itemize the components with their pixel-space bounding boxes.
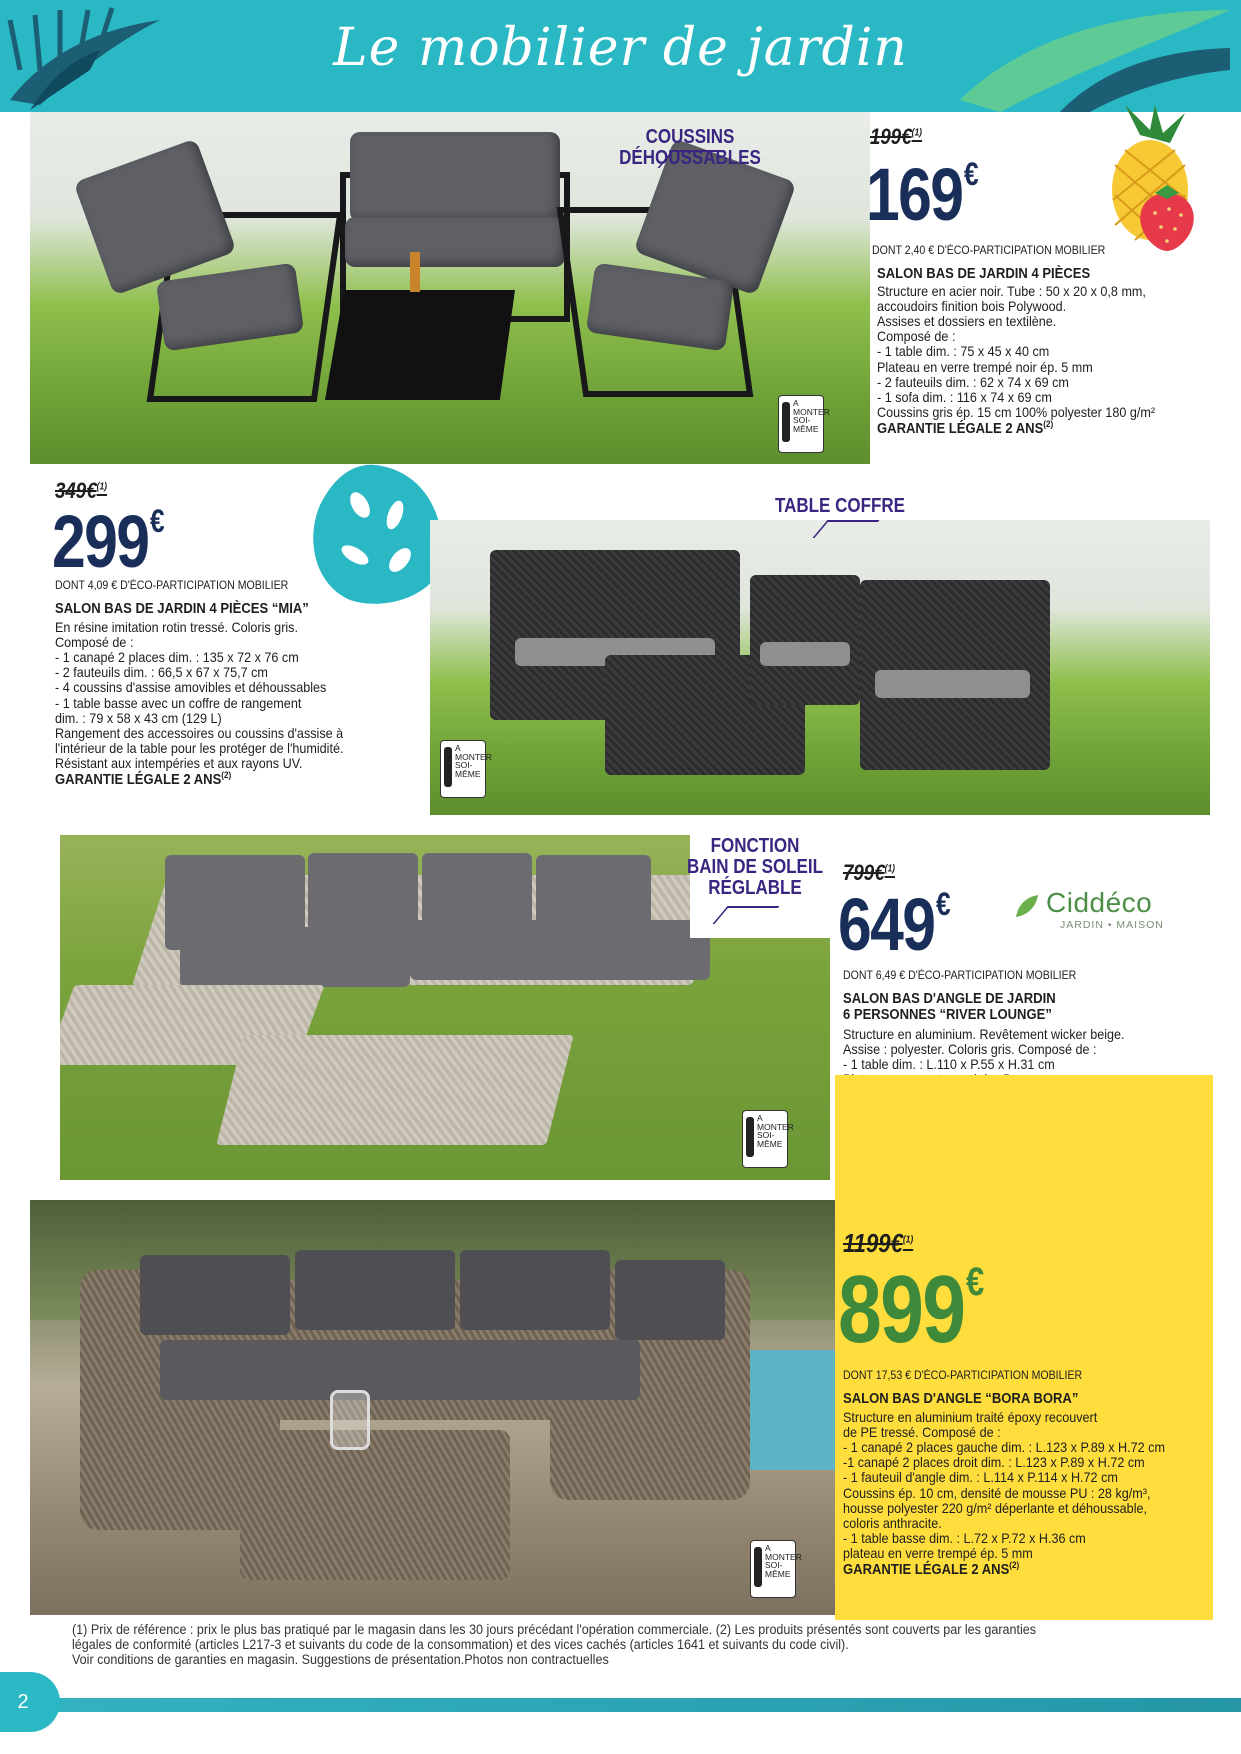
footnote-ref: (2) — [1009, 1560, 1020, 1571]
spec-line: - 1 canapé 2 places dim. : 135 x 72 x 76 cm — [55, 649, 299, 666]
tag-line: RÉGLABLE — [708, 877, 802, 899]
back-cushion — [460, 1250, 610, 1330]
eco-participation: DONT 17,53 € D'ÉCO-PARTICIPATION MOBILIER — [843, 1370, 1083, 1382]
leaf-icon — [1012, 891, 1042, 921]
screwdriver-icon — [754, 1547, 762, 1587]
price-currency: € — [149, 503, 163, 539]
spec-line: - 1 canapé 2 places gauche dim. : L.123 x P.89 x H.72 cm — [843, 1439, 1165, 1456]
tag-fonction-bain-de-soleil — [683, 836, 828, 899]
spec-line: En résine imitation rotin tressé. Coloris gris. — [55, 619, 298, 635]
footnote-ref: (2) — [1043, 418, 1054, 429]
price-currency: € — [935, 886, 949, 922]
product-photo-mia-salon — [430, 520, 1210, 815]
footnote-ref: (1) — [884, 863, 896, 875]
spec-line: -1 canapé 2 places droit dim. : L.123 x P.89 x H.72 cm — [843, 1454, 1145, 1471]
spec-line: - 1 sofa dim. : 116 x 74 x 69 cm — [877, 388, 1052, 405]
title-line: 6 PERSONNES “RIVER LOUNGE” — [843, 1007, 1052, 1024]
spec-line: Composé de : — [55, 634, 134, 651]
footnote-line: (1) Prix de référence : prix le plus bas pratiqué par le magasin dans les 30 jours précédant l'opération commerciale. (2) Les produits présentés sont couverts par les garanties — [72, 1622, 1037, 1637]
footnote-line: Voir conditions de garanties en magasin. Suggestions de présentation.Photos non contractuelles — [72, 1652, 609, 1668]
badge-text: A — [455, 743, 461, 753]
price-currency: € — [966, 1260, 983, 1304]
armchair-cushion — [760, 642, 850, 666]
spec-line: - 1 table dim. : 75 x 45 x 40 cm — [877, 343, 1050, 360]
price-value: 299 — [52, 500, 149, 583]
page-title: Le mobilier de jardin — [333, 18, 908, 78]
spec-line: - 4 coussins d'assise amovibles et déhoussables — [55, 679, 327, 696]
eco-participation: DONT 2,40 € D'ÉCO-PARTICIPATION MOBILIER — [872, 245, 1106, 257]
badge-text: MONTER — [765, 1551, 802, 1562]
spec-line: - 1 table basse dim. : L.72 x P.72 x H.36 cm — [843, 1529, 1086, 1546]
assembly-badge — [440, 740, 492, 798]
ciddeco-logo — [1010, 885, 1180, 937]
spec-line: - 1 fauteuil d'angle dim. : L.114 x P.114 x H.72 cm — [843, 1469, 1118, 1486]
product-specs — [877, 284, 1155, 438]
spec-line: accoudoirs finition bois Polywood. — [877, 298, 1067, 315]
price-value: 899 — [838, 1256, 965, 1363]
spec-line: - 1 table basse avec un coffre de rangement — [55, 694, 302, 711]
price-value: 169 — [866, 153, 963, 236]
spec-line: dim. : 79 x 58 x 43 cm (129 L) — [55, 709, 222, 726]
badge-text: A — [757, 1113, 763, 1123]
assembly-badge — [742, 1110, 794, 1168]
footer-bar — [0, 1698, 1241, 1712]
spec-line: de PE tressé. Composé de : — [843, 1424, 1001, 1441]
tag-table-coffre: TABLE COFFRE — [774, 495, 905, 517]
spec-line: Structure en aluminium. Revêtement wicker beige. — [843, 1026, 1125, 1042]
title-line: SALON BAS D'ANGLE DE JARDIN — [843, 991, 1056, 1007]
back-cushion — [140, 1255, 290, 1335]
armchair-cushion — [875, 670, 1030, 698]
footnote-ref: (1) — [902, 1234, 914, 1246]
screwdriver-icon — [782, 402, 790, 442]
page-header — [0, 0, 1241, 112]
spec-line: Structure en aluminium traité époxy recouvert — [843, 1409, 1098, 1425]
warranty — [877, 420, 1155, 438]
spec-line: - 2 fauteuils dim. : 62 x 74 x 69 cm — [877, 373, 1069, 390]
spec-line: - 2 fauteuils dim. : 66,5 x 67 x 75,7 cm — [55, 664, 268, 681]
spec-line: Plateau en verre trempé noir ép. 5 mm — [877, 358, 1093, 375]
badge-text: MÊME — [765, 1568, 791, 1579]
seat-cushion — [160, 1340, 640, 1400]
screwdriver-icon — [444, 747, 452, 787]
seat-cushion — [410, 920, 710, 980]
old-price-value: 199€ — [870, 124, 912, 149]
strawberry-icon — [1135, 185, 1200, 255]
warranty-text: GARANTIE LÉGALE 2 ANS — [877, 420, 1044, 437]
coffee-table — [216, 1035, 573, 1145]
spec-line: Structure en acier noir. Tube : 50 x 20 x 0,8 mm, — [877, 283, 1146, 299]
price — [838, 1256, 983, 1363]
old-price-value: 349€ — [55, 478, 97, 503]
sofa-seat — [345, 217, 565, 267]
spec-line: plateau en verre trempé ép. 5 mm — [843, 1544, 1033, 1561]
monstera-leaf-icon — [300, 460, 450, 610]
assembly-badge — [778, 395, 830, 453]
armchair-wicker — [750, 575, 860, 705]
legal-footnote — [72, 1622, 1123, 1667]
badge-text: SOI- — [455, 760, 473, 770]
warranty-text: GARANTIE LÉGALE 2 ANS — [55, 771, 222, 788]
screwdriver-icon — [746, 1117, 754, 1157]
spec-line: Assise : polyester. Coloris gris. Composé de : — [843, 1041, 1097, 1058]
badge-text: MÊME — [793, 423, 819, 434]
badge-text: A — [765, 1543, 771, 1553]
spec-line: Coussins ép. 10 cm, densité de mousse PU : 28 kg/m³, — [843, 1484, 1151, 1501]
flower-vase — [410, 252, 420, 292]
footnote-ref: (1) — [96, 481, 108, 493]
back-cushion — [615, 1260, 725, 1340]
badge-text: MONTER — [757, 1121, 794, 1132]
footnote-line: légales de conformité (articles L217-3 et suivants du code de la consommation) et des vices cachés (articles 1641 et suivants du code civil). — [72, 1637, 849, 1653]
price-currency: € — [963, 156, 977, 192]
footnote-ref: (1) — [911, 127, 923, 139]
tag-line: BAIN DE SOLEIL — [686, 856, 823, 878]
product-photo-bora-bora — [30, 1200, 840, 1615]
price — [52, 500, 163, 583]
old-price-value: 1199€ — [843, 1228, 903, 1258]
product-specs — [55, 620, 343, 789]
price — [838, 883, 949, 966]
spec-line: Rangement des accessoires ou coussins d'assise à — [55, 724, 344, 741]
price-value: 649 — [838, 883, 935, 966]
tag-line: FONCTION — [710, 835, 800, 857]
coffee-table — [325, 290, 515, 400]
product-title: SALON BAS DE JARDIN 4 PIÈCES — [877, 266, 1091, 282]
eco-participation: DONT 6,49 € D'ÉCO-PARTICIPATION MOBILIER — [843, 970, 1077, 982]
spec-line: Résistant aux intempéries et aux rayons UV. — [55, 754, 303, 771]
warranty — [55, 771, 343, 789]
lantern — [330, 1390, 370, 1450]
spec-line: housse polyester 220 g/m² déperlante et déhoussable, — [843, 1499, 1148, 1516]
warranty-text: GARANTIE LÉGALE 2 ANS — [843, 1561, 1010, 1578]
footnote-ref: (2) — [221, 770, 232, 781]
assembly-badge — [750, 1540, 802, 1598]
badge-text: MÊME — [455, 768, 481, 779]
product-title: SALON BAS D'ANGLE “BORA BORA” — [843, 1391, 1079, 1407]
coffee-table — [240, 1430, 510, 1580]
old-price — [843, 1228, 913, 1259]
badge-text: A — [793, 398, 799, 408]
spec-line: coloris anthracite. — [843, 1514, 942, 1531]
old-price-value: 799€ — [843, 860, 885, 885]
seat-cushion — [180, 927, 410, 987]
spec-line: Composé de : — [877, 328, 956, 345]
price — [866, 153, 977, 236]
badge-text: MONTER — [455, 751, 492, 762]
warranty — [843, 1561, 1165, 1579]
spec-line: l'intérieur de la table pour les protéger de l'humidité. — [55, 739, 344, 756]
product-title: SALON BAS DE JARDIN 4 PIÈCES “MIA” — [55, 601, 309, 617]
product-title — [843, 991, 1056, 1023]
badge-text: MONTER — [793, 406, 830, 417]
brand-name: Ciddéco — [1046, 887, 1153, 918]
brand-tagline: JARDIN • MAISON — [1060, 919, 1164, 931]
badge-text: SOI- — [765, 1560, 783, 1570]
spec-line: - 1 table dim. : L.110 x P.55 x H.31 cm — [843, 1056, 1055, 1073]
sofa-backrest — [350, 132, 560, 222]
old-price — [870, 124, 922, 150]
eco-participation: DONT 4,09 € D'ÉCO-PARTICIPATION MOBILIER — [55, 580, 289, 592]
badge-text: SOI- — [757, 1130, 775, 1140]
tag-coussins-dehoussables: COUSSINS DÉHOUSSABLES — [619, 126, 761, 169]
back-cushion — [295, 1250, 455, 1330]
spec-line: Coussins gris ép. 15 cm 100% polyester 180 g/m² — [877, 403, 1156, 420]
badge-text: SOI- — [793, 415, 811, 425]
badge-text: MÊME — [757, 1138, 783, 1149]
spec-line: Assises et dossiers en textilène. — [877, 313, 1057, 330]
product-specs — [843, 1410, 1165, 1579]
page-number: 2 — [0, 1672, 60, 1732]
